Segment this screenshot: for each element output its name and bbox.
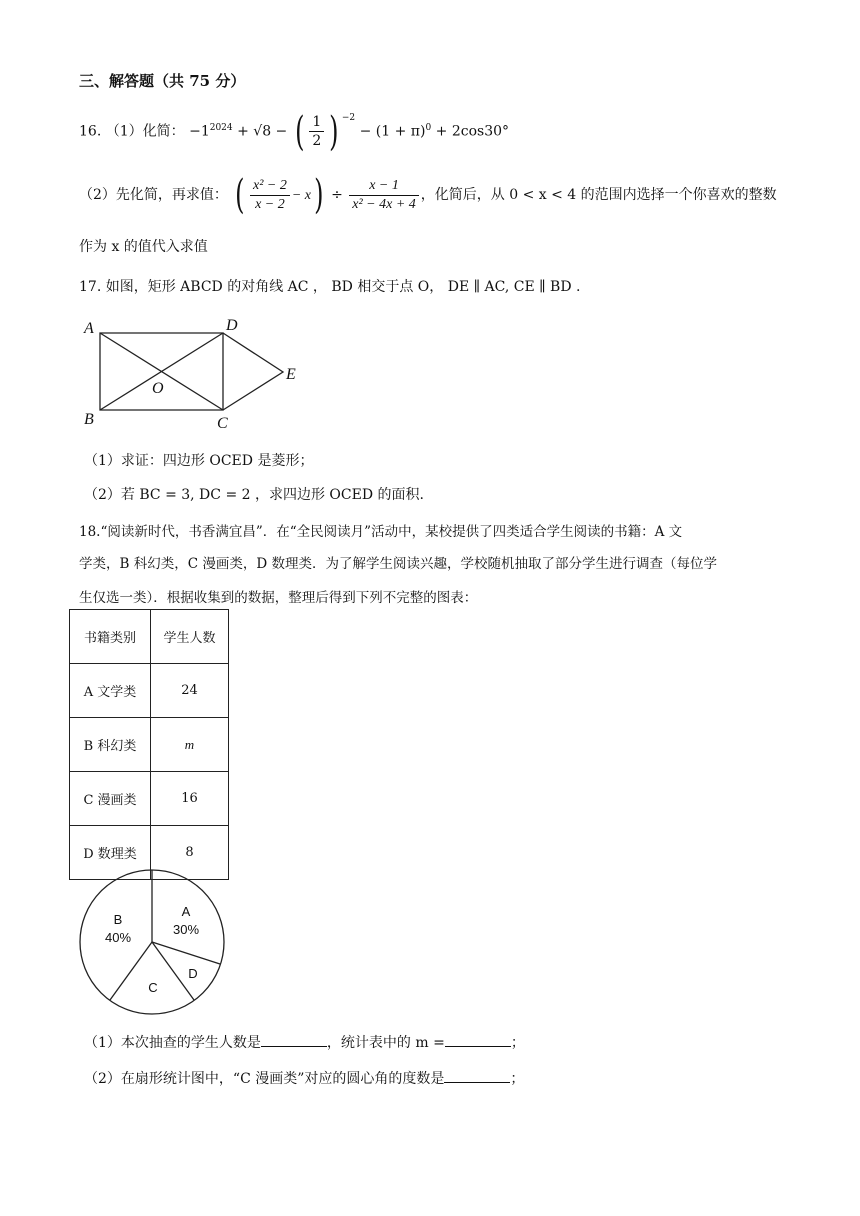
q16-part2-after: ，化简后，从 0 < x < 4 的范围内选择一个你喜欢的整数 — [420, 187, 777, 203]
pie-label-b-pct: 40% — [104, 930, 132, 945]
left-paren: ( — [294, 108, 305, 155]
pie-label-b: B — [113, 912, 123, 927]
q16-part1 — [79, 108, 510, 155]
q16-part2-label: （2）先化简，再求值： — [79, 187, 228, 203]
books-table — [69, 609, 229, 880]
table-cell: A 文学类 — [70, 664, 151, 718]
answer-blank-3[interactable] — [444, 1068, 510, 1083]
table-row — [70, 718, 229, 772]
pie-label-c: C — [148, 980, 158, 995]
q17-part2: （2）若 BC = 3, DC = 2 ，求四边形 OCED 的面积. — [84, 487, 424, 503]
q16-part2-fraction2: $\frac{x - 1}{\text{x² − 4x + 4}}$ — [349, 177, 419, 214]
q17-part1: （1）求证：四边形 OCED 是菱形； — [84, 453, 314, 469]
q18-stem-line1: 18.“阅读新时代，书香满宜昌”．在“全民阅读月”活动中，某校提供了四类适合学生阅读的书籍：A 文 — [79, 524, 683, 540]
pie-label-a: A — [181, 904, 191, 919]
q16-term3-exp: −2 — [341, 113, 356, 123]
left-paren: ( — [235, 172, 245, 218]
pie-divider-ad — [152, 942, 220, 964]
q16-number: 16. — [79, 123, 102, 140]
q16-part2-minus-x: − x — [291, 188, 312, 203]
table-cell: m — [151, 718, 229, 772]
right-paren: ) — [314, 172, 324, 218]
q16-term5: + 2cos30° — [435, 123, 510, 140]
right-paren: ) — [329, 108, 339, 155]
table-cell: 8 — [151, 826, 229, 880]
triangle-dec — [223, 333, 283, 410]
q16-part2-line2: 作为 x 的值代入求值 — [79, 239, 208, 255]
answer-blank-1[interactable] — [261, 1032, 327, 1047]
q18-stem-line3: 生仅选一类）．根据收集到的数据，整理后得到下列不完整的图表： — [79, 590, 478, 606]
pie-label-a-pct: 30% — [172, 922, 200, 937]
table-row — [70, 772, 229, 826]
label-c: C — [217, 415, 228, 432]
table-cell: B 科幻类 — [70, 718, 151, 772]
pie-divider-cb — [110, 942, 152, 1000]
q16-term2: + √8 − — [237, 123, 288, 140]
table-cell: D 数理类 — [70, 826, 151, 880]
table-cell: C 漫画类 — [70, 772, 151, 826]
table-header-cell: 书籍类别 — [70, 610, 151, 664]
q16-term4: − (1 + π) — [359, 123, 426, 140]
answer-blank-2[interactable] — [445, 1032, 511, 1047]
table-header-row — [70, 610, 229, 664]
pie-chart — [74, 866, 234, 1016]
q16-term1-exp: 2024 — [209, 123, 233, 133]
q16-term1: −1 — [189, 123, 210, 140]
table-header-cell: 学生人数 — [151, 610, 229, 664]
q16-part2-divide: ÷ — [331, 187, 343, 203]
label-a: A — [84, 320, 94, 337]
label-b: B — [84, 411, 94, 428]
q18-part1-text-a: （1）本次抽查的学生人数是 — [84, 1035, 261, 1051]
table-row — [70, 664, 229, 718]
q16-part1-label: （1）化简： — [105, 123, 185, 140]
q18-part2-text-b: ； — [510, 1071, 525, 1087]
q18-part2-text-a: （2）在扇形统计图中，“C 漫画类”对应的圆心角的度数是 — [84, 1071, 445, 1087]
q16-half-fraction: $\frac{1}{2}$ — [309, 113, 324, 150]
section-heading: 三、解答题（共 75 分） — [79, 72, 246, 90]
q16-part2 — [79, 172, 777, 218]
label-e: E — [286, 366, 296, 383]
table-cell: 24 — [151, 664, 229, 718]
q18-part1-text-c: ； — [510, 1035, 525, 1051]
pie-label-d: D — [188, 966, 198, 981]
q16-part2-fraction1: $\frac{\text{x² − 2}}{x - 2}$ — [250, 177, 290, 214]
table-cell: 16 — [151, 772, 229, 826]
label-d: D — [226, 317, 238, 334]
q17-stem: 17. 如图，矩形 ABCD 的对角线 AC ， BD 相交于点 O， DE ∥ AC, CE ∥ BD . — [79, 279, 581, 295]
q18-part1 — [84, 1032, 525, 1052]
q18-stem-line2: 学类，B 科幻类，C 漫画类，D 数理类．为了解学生阅读兴趣，学校随机抽取了部分学生进行调查（每位学 — [79, 556, 717, 572]
q18-part2 — [84, 1068, 524, 1088]
label-o: O — [152, 380, 164, 397]
rectangle-figure — [80, 312, 310, 437]
q16-term4-exp: 0 — [425, 123, 432, 133]
q18-part1-text-b: ，统计表中的 m = — [326, 1035, 445, 1051]
